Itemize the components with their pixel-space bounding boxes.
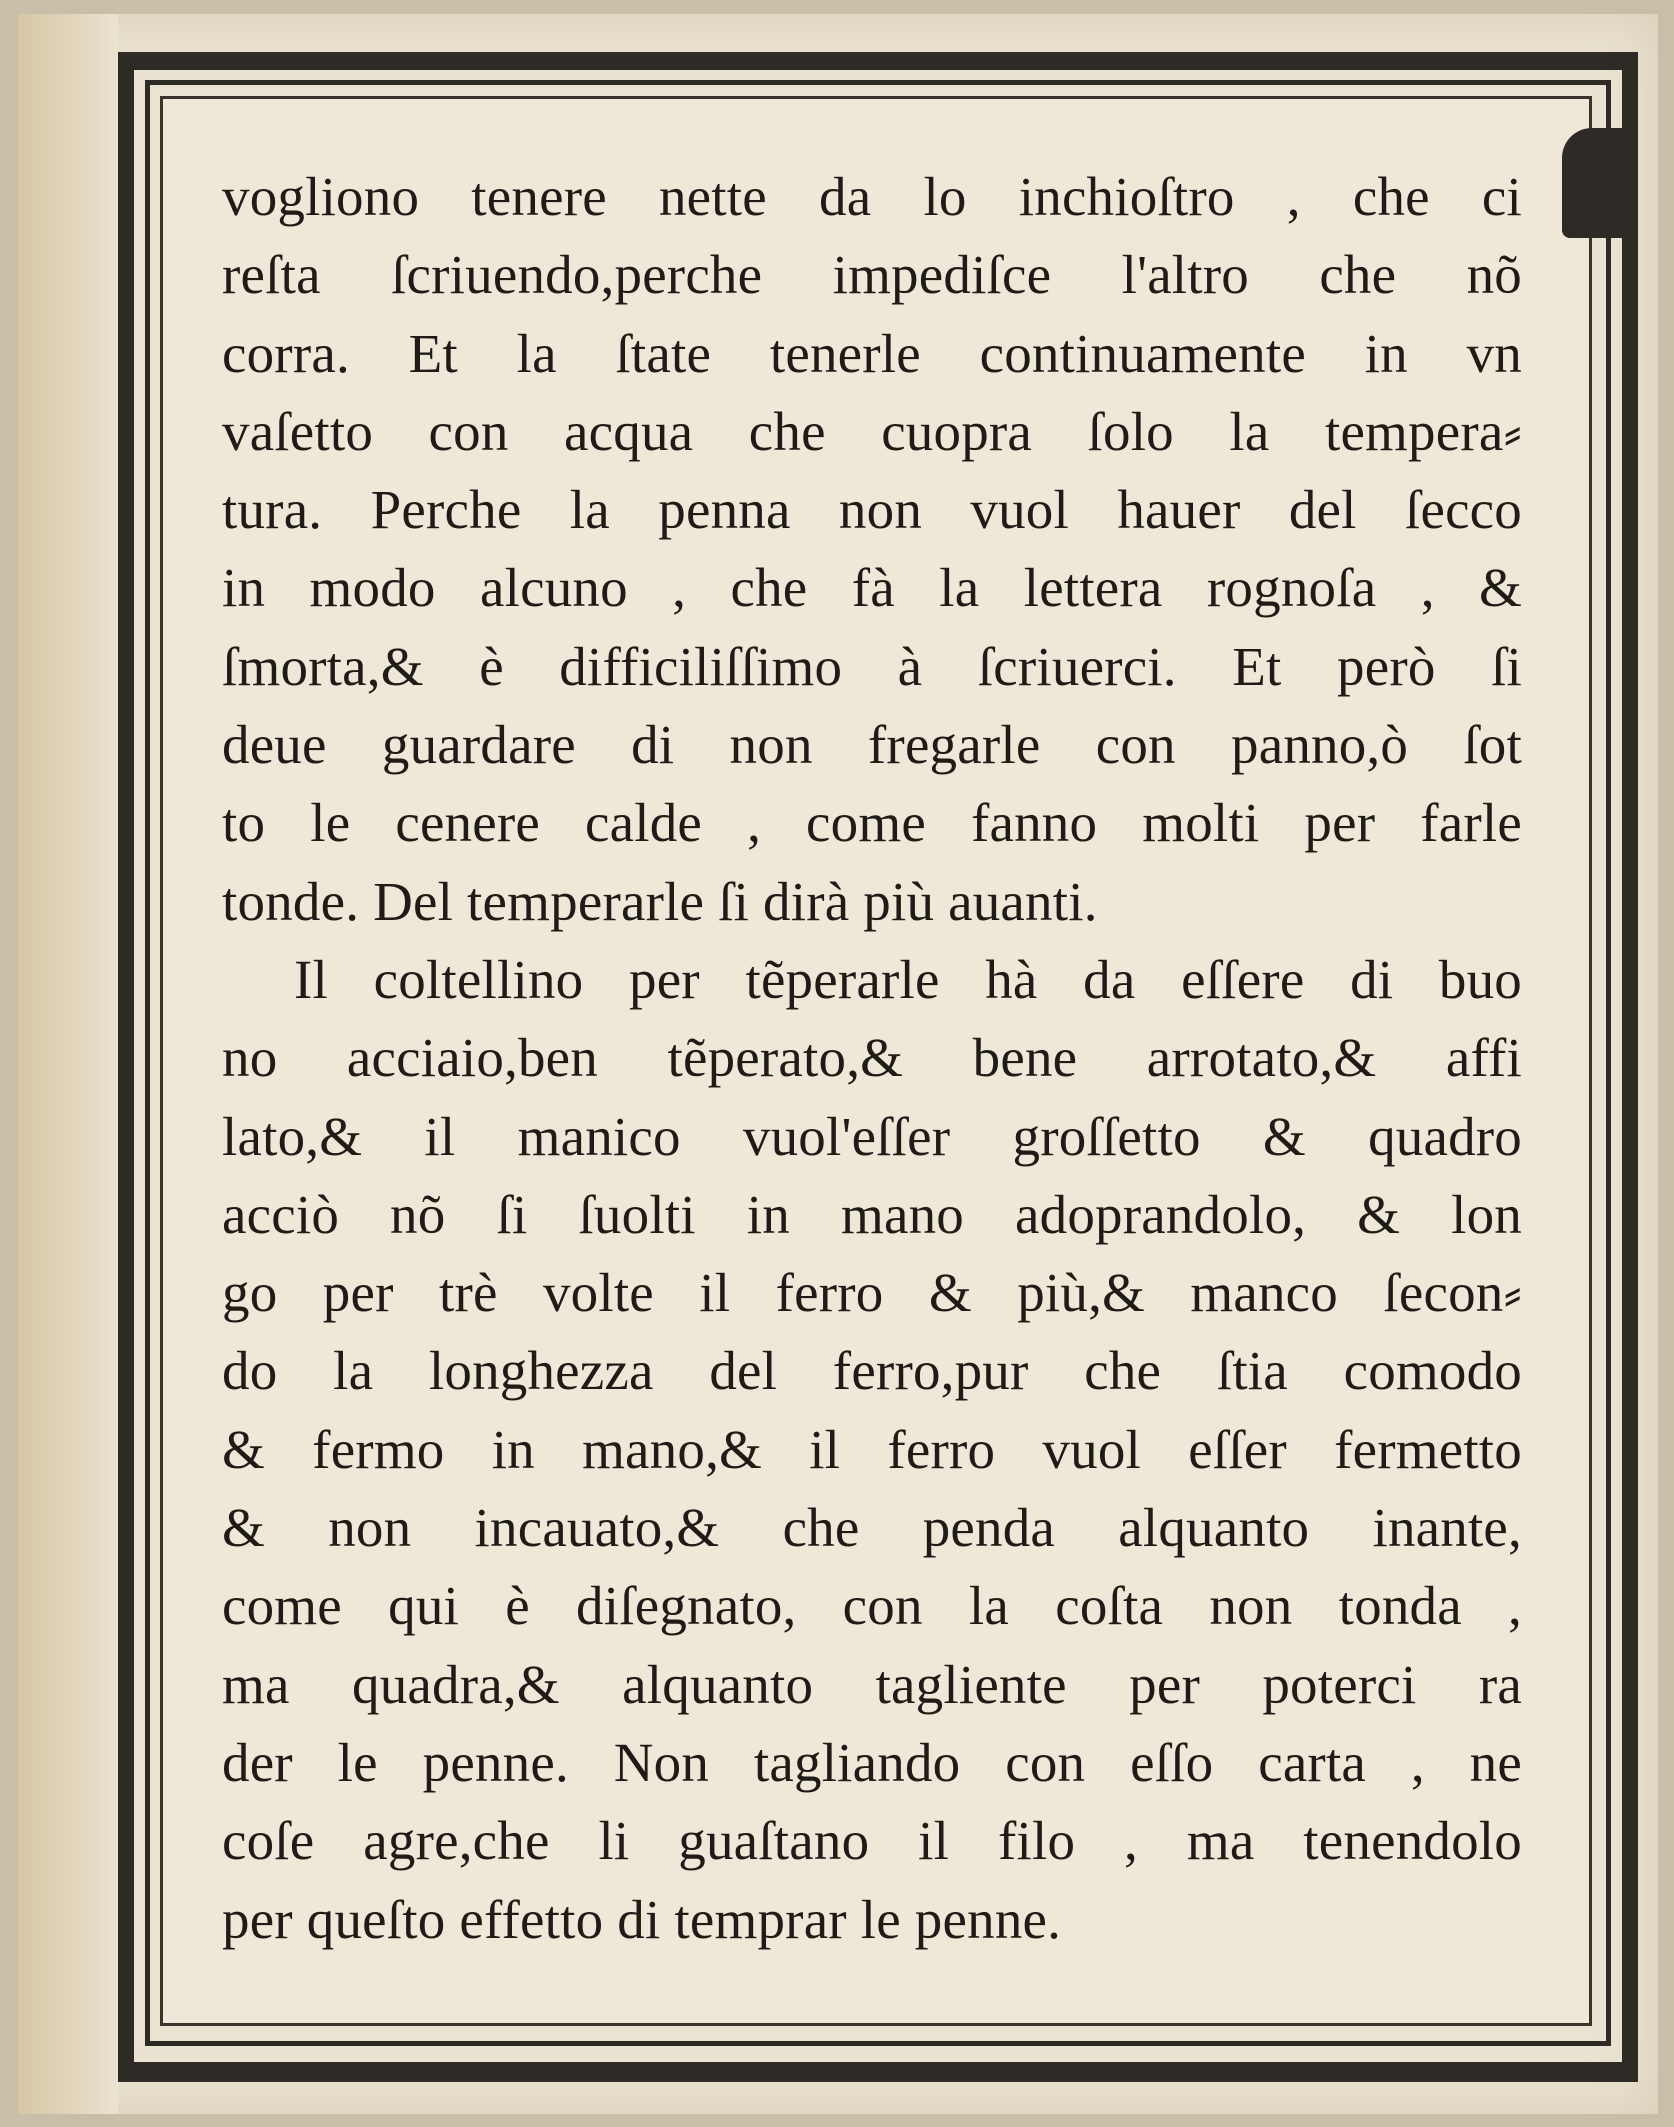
text-line: acciò nõ ſi ſuolti in mano adoprandolo, & lon bbox=[222, 1183, 1522, 1245]
text-line: & fermo in mano,& il ferro vuol eſſer fermetto bbox=[222, 1418, 1522, 1480]
text-line: reſta ſcriuendo,perche impediſce l'altro che nõ bbox=[222, 244, 1522, 306]
text-line: coſe agre,che li guaſtano il filo , ma tenendolo bbox=[222, 1810, 1522, 1872]
text-line: ſmorta,& è difficiliſſimo à ſcriuerci. Et però ſi bbox=[222, 635, 1522, 697]
text-line: Il coltellino per tẽperarle hà da eſſere di buo bbox=[294, 948, 1522, 1010]
border-notch bbox=[1562, 128, 1622, 238]
text-line: to le cenere calde , come fanno molti per farle bbox=[222, 792, 1522, 854]
text-line: no acciaio,ben tẽperato,& bene arrotato,& affi bbox=[222, 1027, 1522, 1089]
text-line: per queſto effetto di temprar le penne. bbox=[222, 1888, 1062, 1950]
text-line: vogliono tenere nette da lo inchioſtro , che ci bbox=[222, 166, 1522, 227]
text-line: vaſetto con acqua che cuopra ſolo la tempera⸗ bbox=[222, 400, 1522, 462]
page-text bbox=[222, 158, 1522, 1959]
text-line: tura. Perche la penna non vuol hauer del ſecco bbox=[222, 479, 1522, 541]
text-line: ma quadra,& alquanto tagliente per poterci ra bbox=[222, 1653, 1522, 1715]
text-line: & non incauato,& che penda alquanto inante, bbox=[222, 1497, 1522, 1559]
text-line: go per trè volte il ferro & più,& manco ſecon⸗ bbox=[222, 1262, 1522, 1324]
text-line: come qui è diſegnato, con la coſta non tonda , bbox=[222, 1575, 1522, 1637]
text-line: do la longhezza del ferro,pur che ſtia comodo bbox=[222, 1340, 1522, 1402]
text-line: corra. Et la ſtate tenerle continuamente in vn bbox=[222, 322, 1522, 384]
text-line: der le penne. Non tagliando con eſſo carta , ne bbox=[222, 1731, 1522, 1793]
text-line: tonde. Del temperarle ſi dirà più auanti. bbox=[222, 870, 1098, 932]
text-line: in modo alcuno , che fà la lettera rognoſa , & bbox=[222, 557, 1522, 619]
text-line: lato,& il manico vuol'eſſer groſſetto & quadro bbox=[222, 1105, 1522, 1167]
paper-stub-edge bbox=[18, 14, 118, 2114]
text-line: deue guardare di non fregarle con panno,ò ſot bbox=[222, 714, 1522, 776]
